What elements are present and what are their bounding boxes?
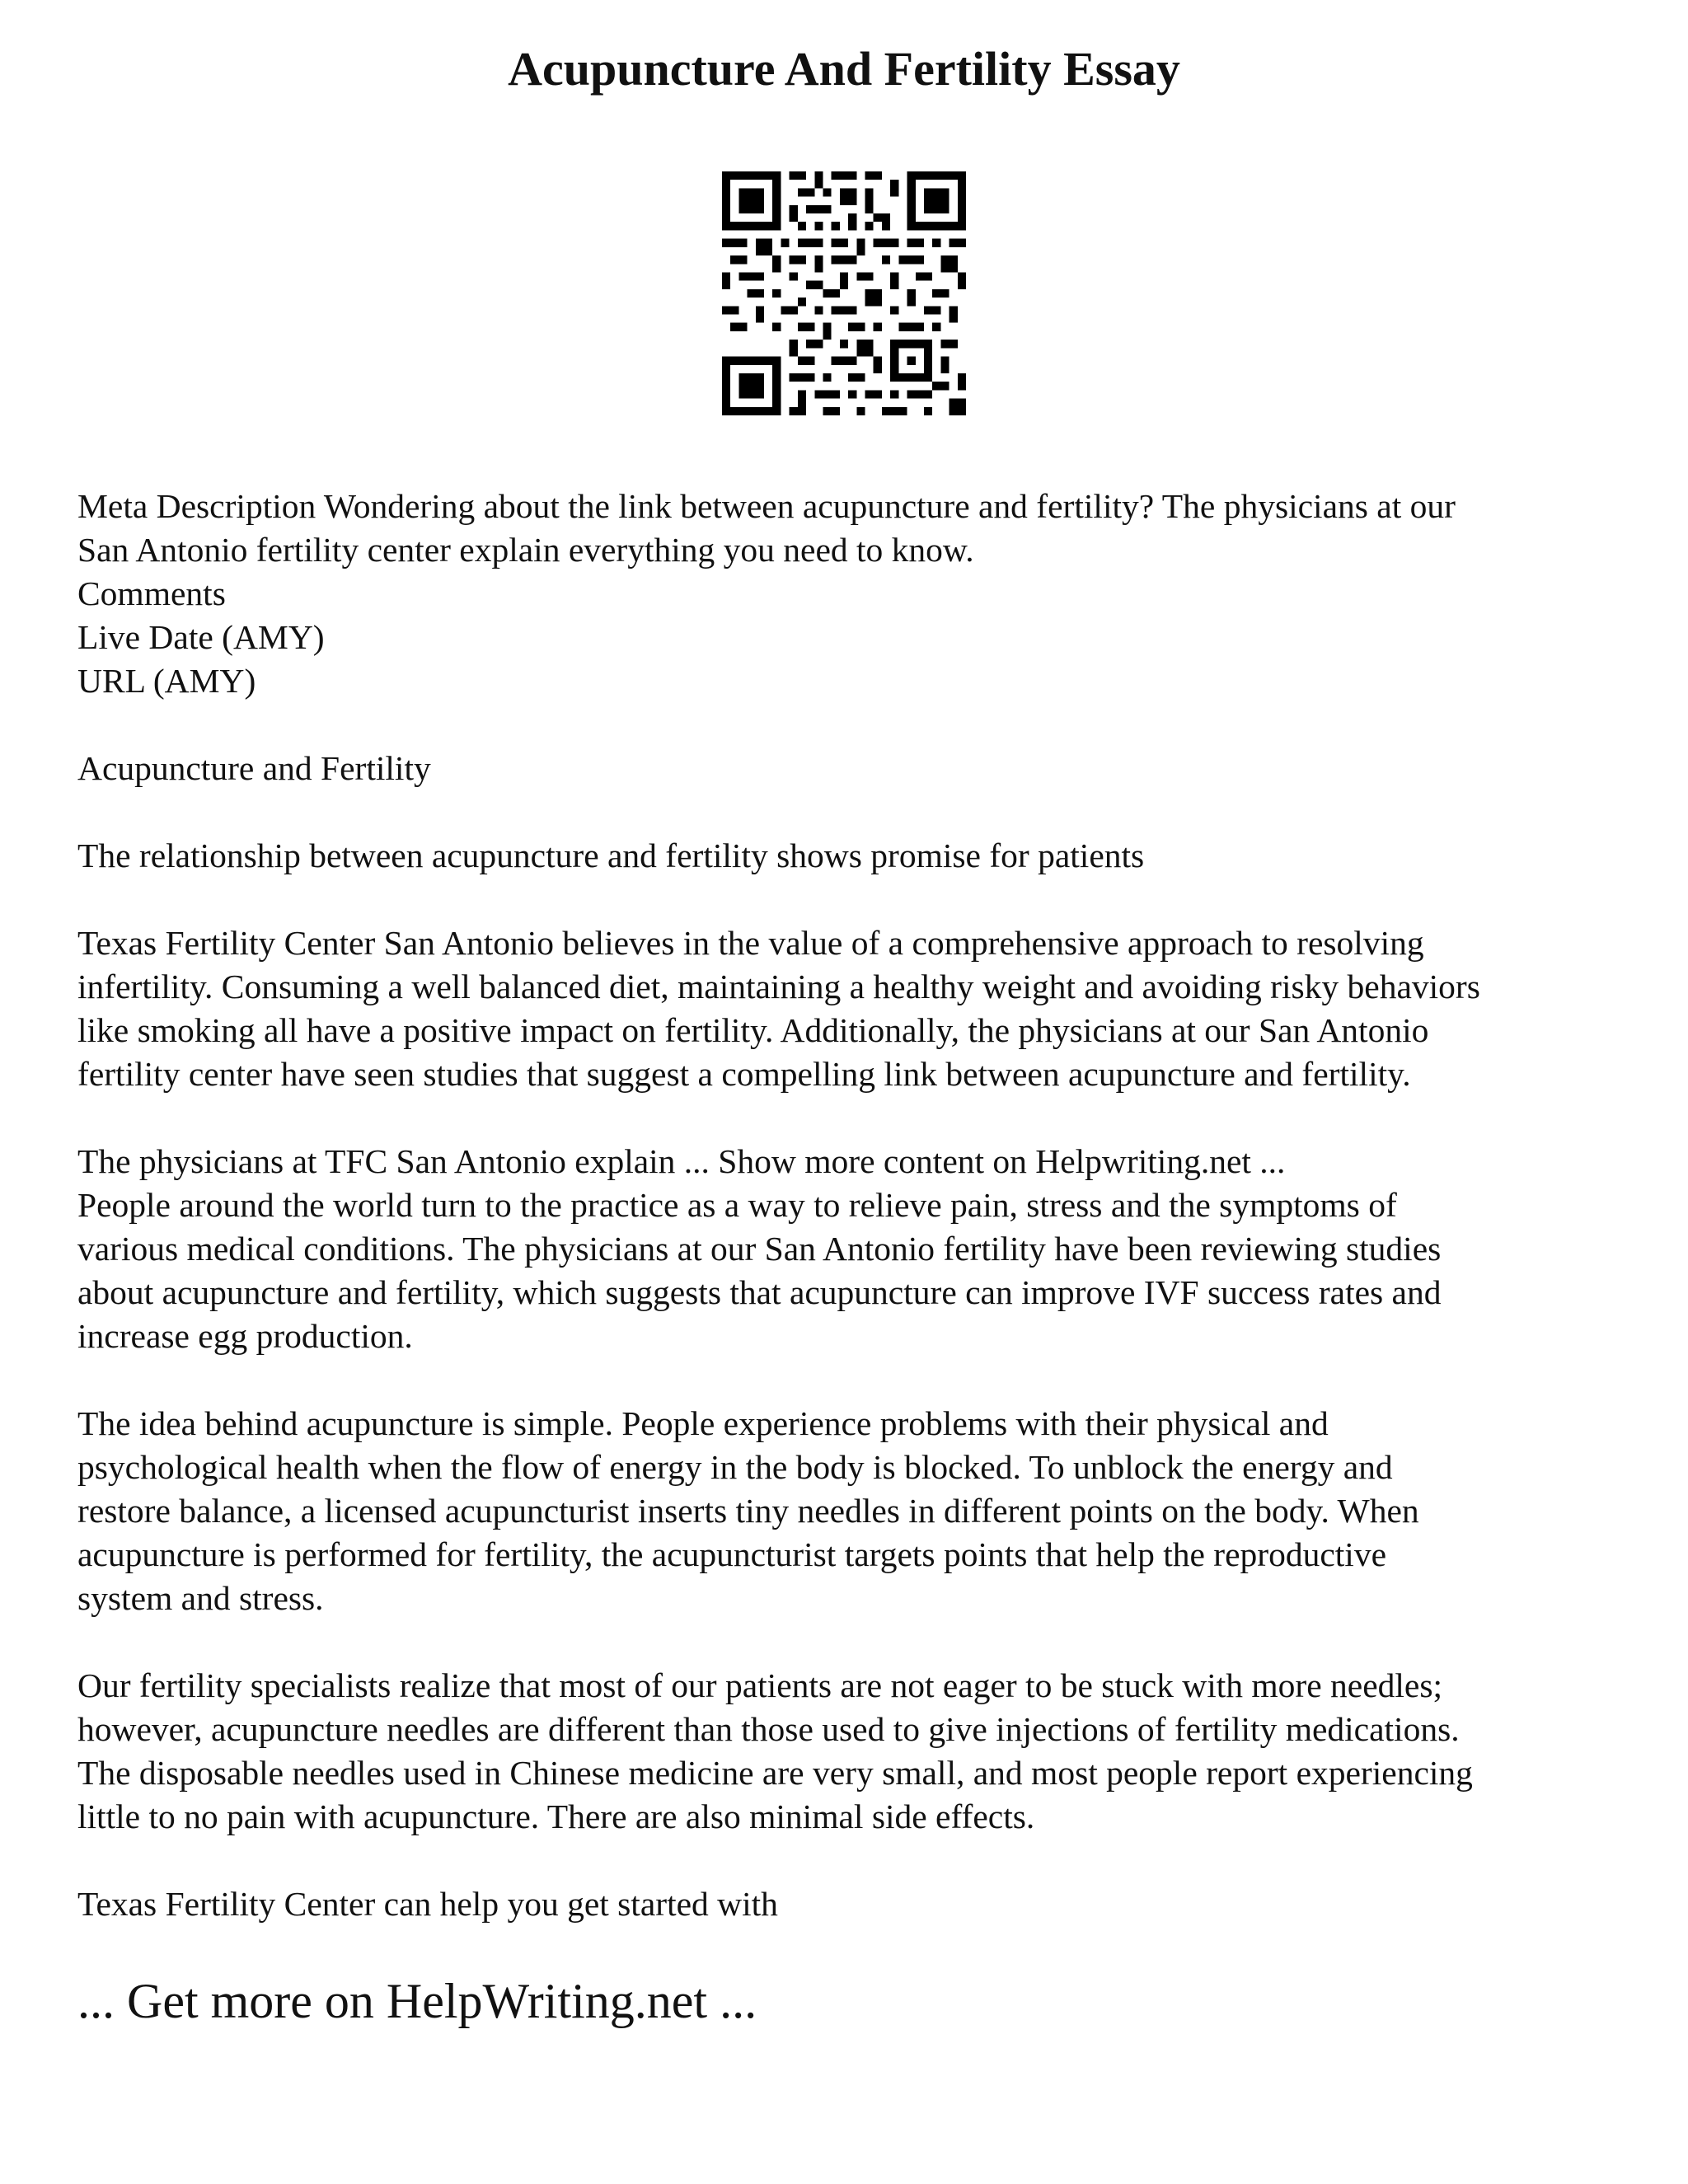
url-label: URL (AMY) (77, 662, 256, 700)
qr-code-icon (722, 171, 966, 415)
meta-description-line: Meta Description Wondering about the link between acupuncture and fertility? The physicians at our (77, 487, 1456, 525)
section-heading: Acupuncture and Fertility (77, 749, 431, 787)
subheading: The relationship between acupuncture and fertility shows promise for patients (77, 837, 1145, 874)
paragraph-line: various medical conditions. The physicians at our San Antonio fertility have been reviewing studies (77, 1230, 1442, 1268)
paragraph-line: about acupuncture and fertility, which suggests that acupuncture can improve IVF success rates and (77, 1273, 1442, 1311)
paragraph-line: acupuncture is performed for fertility, the acupuncturist targets points that help the reproductive (77, 1535, 1387, 1573)
paragraph-line: The physicians at TFC San Antonio explain ... Show more content on Helpwriting.net ... (77, 1142, 1286, 1180)
paragraph-line: The disposable needles used in Chinese medicine are very small, and most people report experiencing (77, 1754, 1473, 1792)
get-more-link[interactable]: ... Get more on HelpWriting.net ... (77, 1974, 757, 2028)
paragraph-line: restore balance, a licensed acupuncturist inserts tiny needles in different points on the body. When (77, 1492, 1419, 1530)
page-title: Acupuncture And Fertility Essay (508, 42, 1180, 96)
paragraph-line: fertility center have seen studies that suggest a compelling link between acupuncture and fertility. (77, 1055, 1411, 1093)
paragraph-line: Our fertility specialists realize that most of our patients are not eager to be stuck with more needles; (77, 1666, 1443, 1704)
document-body (77, 485, 1643, 1926)
live-date-label: Live Date (AMY) (77, 618, 325, 656)
closing-line: Texas Fertility Center can help you get started with (77, 1885, 778, 1923)
paragraph-line: infertility. Consuming a well balanced diet, maintaining a healthy weight and avoiding risky behaviors (77, 968, 1480, 1005)
paragraph-line: Texas Fertility Center San Antonio believes in the value of a comprehensive approach to resolving (77, 924, 1424, 962)
paragraph-line: little to no pain with acupuncture. There are also minimal side effects. (77, 1797, 1035, 1835)
paragraph-line: like smoking all have a positive impact on fertility. Additionally, the physicians at our San Antonio (77, 1011, 1429, 1049)
paragraph-line: increase egg production. (77, 1317, 413, 1355)
paragraph-line: system and stress. (77, 1579, 324, 1617)
paragraph-line: People around the world turn to the practice as a way to relieve pain, stress and the symptoms of (77, 1186, 1397, 1224)
paragraph-line: The idea behind acupuncture is simple. People experience problems with their physical and (77, 1404, 1329, 1442)
meta-description-line: San Antonio fertility center explain everything you need to know. (77, 531, 974, 569)
paragraph-line: however, acupuncture needles are different than those used to give injections of fertility medications. (77, 1710, 1460, 1748)
paragraph-line: psychological health when the flow of energy in the body is blocked. To unblock the energy and (77, 1448, 1393, 1486)
comments-label: Comments (77, 574, 226, 612)
